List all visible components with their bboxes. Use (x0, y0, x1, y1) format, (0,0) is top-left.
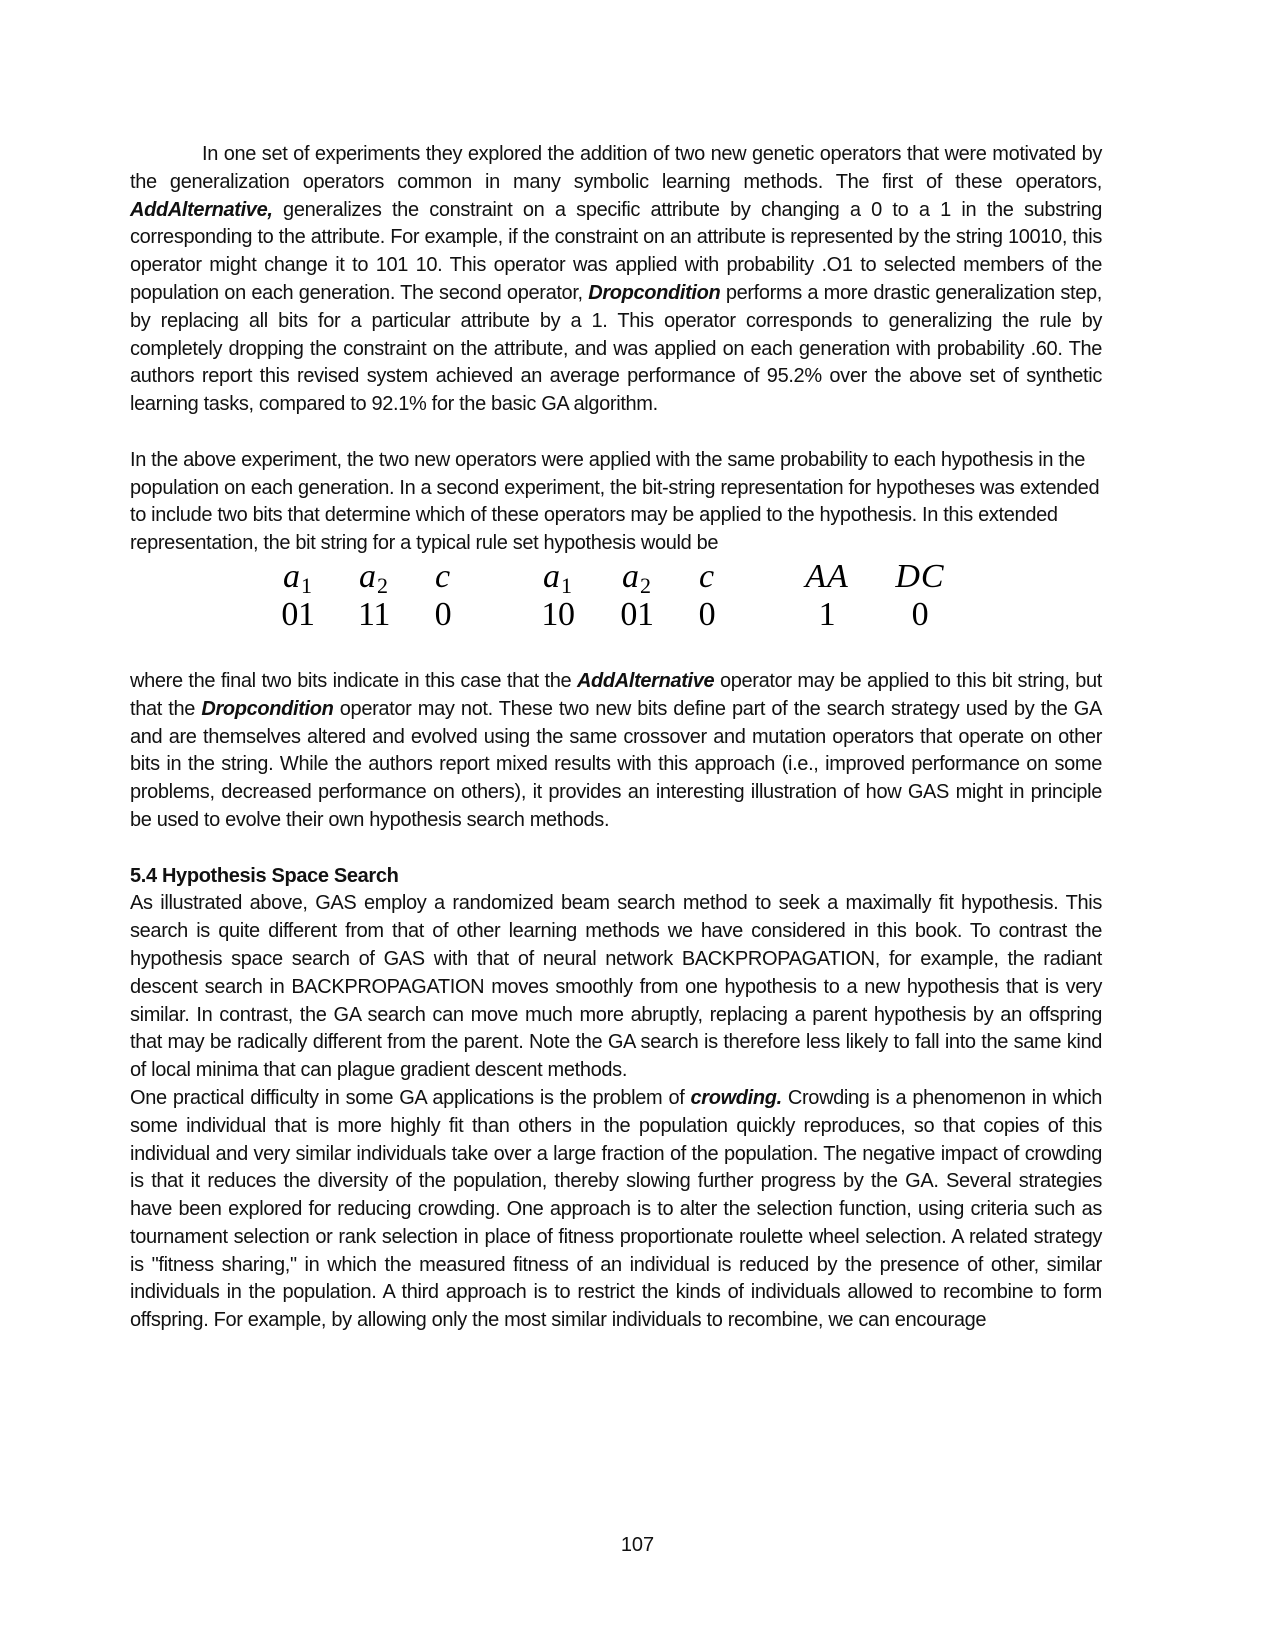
bit-column (787, 558, 867, 634)
text-run: One practical difficulty in some GA applications is the problem of (130, 1086, 691, 1109)
term-dropcondition: Dropcondition (201, 697, 334, 720)
paragraph-bit-explanation (130, 668, 1102, 835)
bit-label: $a_1$ (283, 557, 313, 598)
bit-value: 01 (620, 595, 654, 633)
paragraph-spacer (130, 419, 1102, 447)
bit-column (880, 558, 960, 634)
bit-label: c (698, 557, 716, 595)
text-run: generalizes the constraint on a specific attribute by changing a 0 to a 1 in the substring corresponding to the attribute. For example, if the constraint on an attribute is represented by the string 10010, this operator might change it to 101 10. This operator was applied with probability .O1 to selected members of the population on each generation. The second operator, (130, 198, 1102, 304)
text-run: performs a more drastic generalization step, by replacing all bits for a particular attribute by a 1. This operator corresponds to generalizing the rule by completely dropping the constraint on the attribute, and was applied on each generation with probability .60. The authors report this revised system achieved an average performance of 95.2% over the above set of synthetic learning tasks, compared to 92.1% for the basic GA algorithm. (130, 281, 1103, 416)
bit-label: $a_1$ (543, 557, 573, 598)
section-heading: 5.4 Hypothesis Space Search (130, 864, 399, 887)
bit-value: 0 (434, 595, 452, 633)
bit-column (403, 558, 483, 634)
text-run: operator may be applied to this bit string, but that the (130, 669, 1102, 720)
bit-value: 11 (357, 595, 391, 633)
text-run: where the final two bits indicate in this case that the (130, 669, 577, 692)
bit-label: c (434, 557, 452, 595)
bit-column (334, 558, 414, 634)
bit-value: 10 (541, 595, 575, 633)
bit-value: 1 (818, 595, 836, 633)
bit-label: AA (805, 557, 849, 595)
page-number: 107 (620, 1534, 655, 1556)
bit-string-table (130, 558, 1102, 668)
term-crowding: crowding. (690, 1086, 782, 1109)
paragraph-spacer (130, 835, 1102, 863)
document-page (130, 141, 1102, 1335)
bit-label: $a_2$ (622, 557, 652, 598)
bit-column (667, 558, 747, 634)
text-run: Crowding is a phenomenon in which some individual that is more highly fit than others in the population quickly reproduces, so that copies of this individual and very similar individuals take over a large fraction of the population. The negative impact of crowding is that it reduces the diversity of the population, thereby slowing further progress by the GA. Several strategies have been explored for reducing crowding. One approach is to alter the selection function, using criteria such as tournament selection or rank selection in place of fitness proportionate roulette wheel selection. A related strategy is "fitness sharing," in which the measured fitness of an individual is reduced by the presence of other, similar individuals in the population. A third approach is to restrict the kinds of individuals allowed to recombine to form offspring. For example, by allowing only the most similar individuals to recombine, we can encourage (130, 1086, 1103, 1332)
bit-label: DC (895, 557, 945, 595)
text-run: In one set of experiments they explored the addition of two new genetic operators that were motivated by the generalization operators common in many symbolic learning methods. The first of these operators, (130, 143, 1102, 193)
bit-column (258, 558, 338, 634)
bit-value: 0 (911, 595, 929, 633)
paragraph-second-experiment: In the above experiment, the two new operators were applied with the same probability to each hypothesis in the population on each generation. In a second experiment, the bit-string representation for hypotheses was extended to include two bits that determine which of these operators may be applied to the hypothesis. In this extended representation, the bit string for a typical rule set hypothesis would be (130, 448, 1100, 555)
bit-column (597, 558, 677, 634)
bit-value: 01 (281, 595, 315, 633)
text-run: operator may not. These two new bits define part of the search strategy used by the GA and are themselves altered and evolved using the same crossover and mutation operators that operate on other bits in the string. While the authors report mixed results with this approach (i.e., improved performance on some problems, decreased performance on others), it provides an interesting illustration of how GAS might in principle be used to evolve their own hypothesis search methods. (130, 697, 1102, 831)
term-addalternative: AddAlternative (576, 669, 715, 692)
paragraph-hypothesis-space: As illustrated above, GAS employ a randomized beam search method to seek a maximally fit hypothesis. This search is quite different from that of other learning methods we have considered in this book. To contrast the hypothesis space search of GAS with that of neural network BACKPROPAGATION, for example, the radiant descent search in BACKPROPAGATION moves smoothly from one hypothesis to a new hypothesis that is very similar. In contrast, the GA search can move much more abruptly, replacing a parent hypothesis by an offspring that may be radically different from the parent. Note the GA search is therefore less likely to fall into the same kind of local minima that can plague gradient descent methods. (130, 892, 1102, 1082)
bit-column (518, 558, 598, 634)
bit-value: 0 (698, 595, 716, 633)
bit-label: $a_2$ (359, 557, 389, 598)
term-dropcondition: Dropcondition (588, 281, 721, 304)
paragraph-crowding (130, 1085, 1102, 1335)
term-addalternative: AddAlternative, (130, 198, 273, 221)
paragraph-operators-intro (130, 141, 1102, 419)
